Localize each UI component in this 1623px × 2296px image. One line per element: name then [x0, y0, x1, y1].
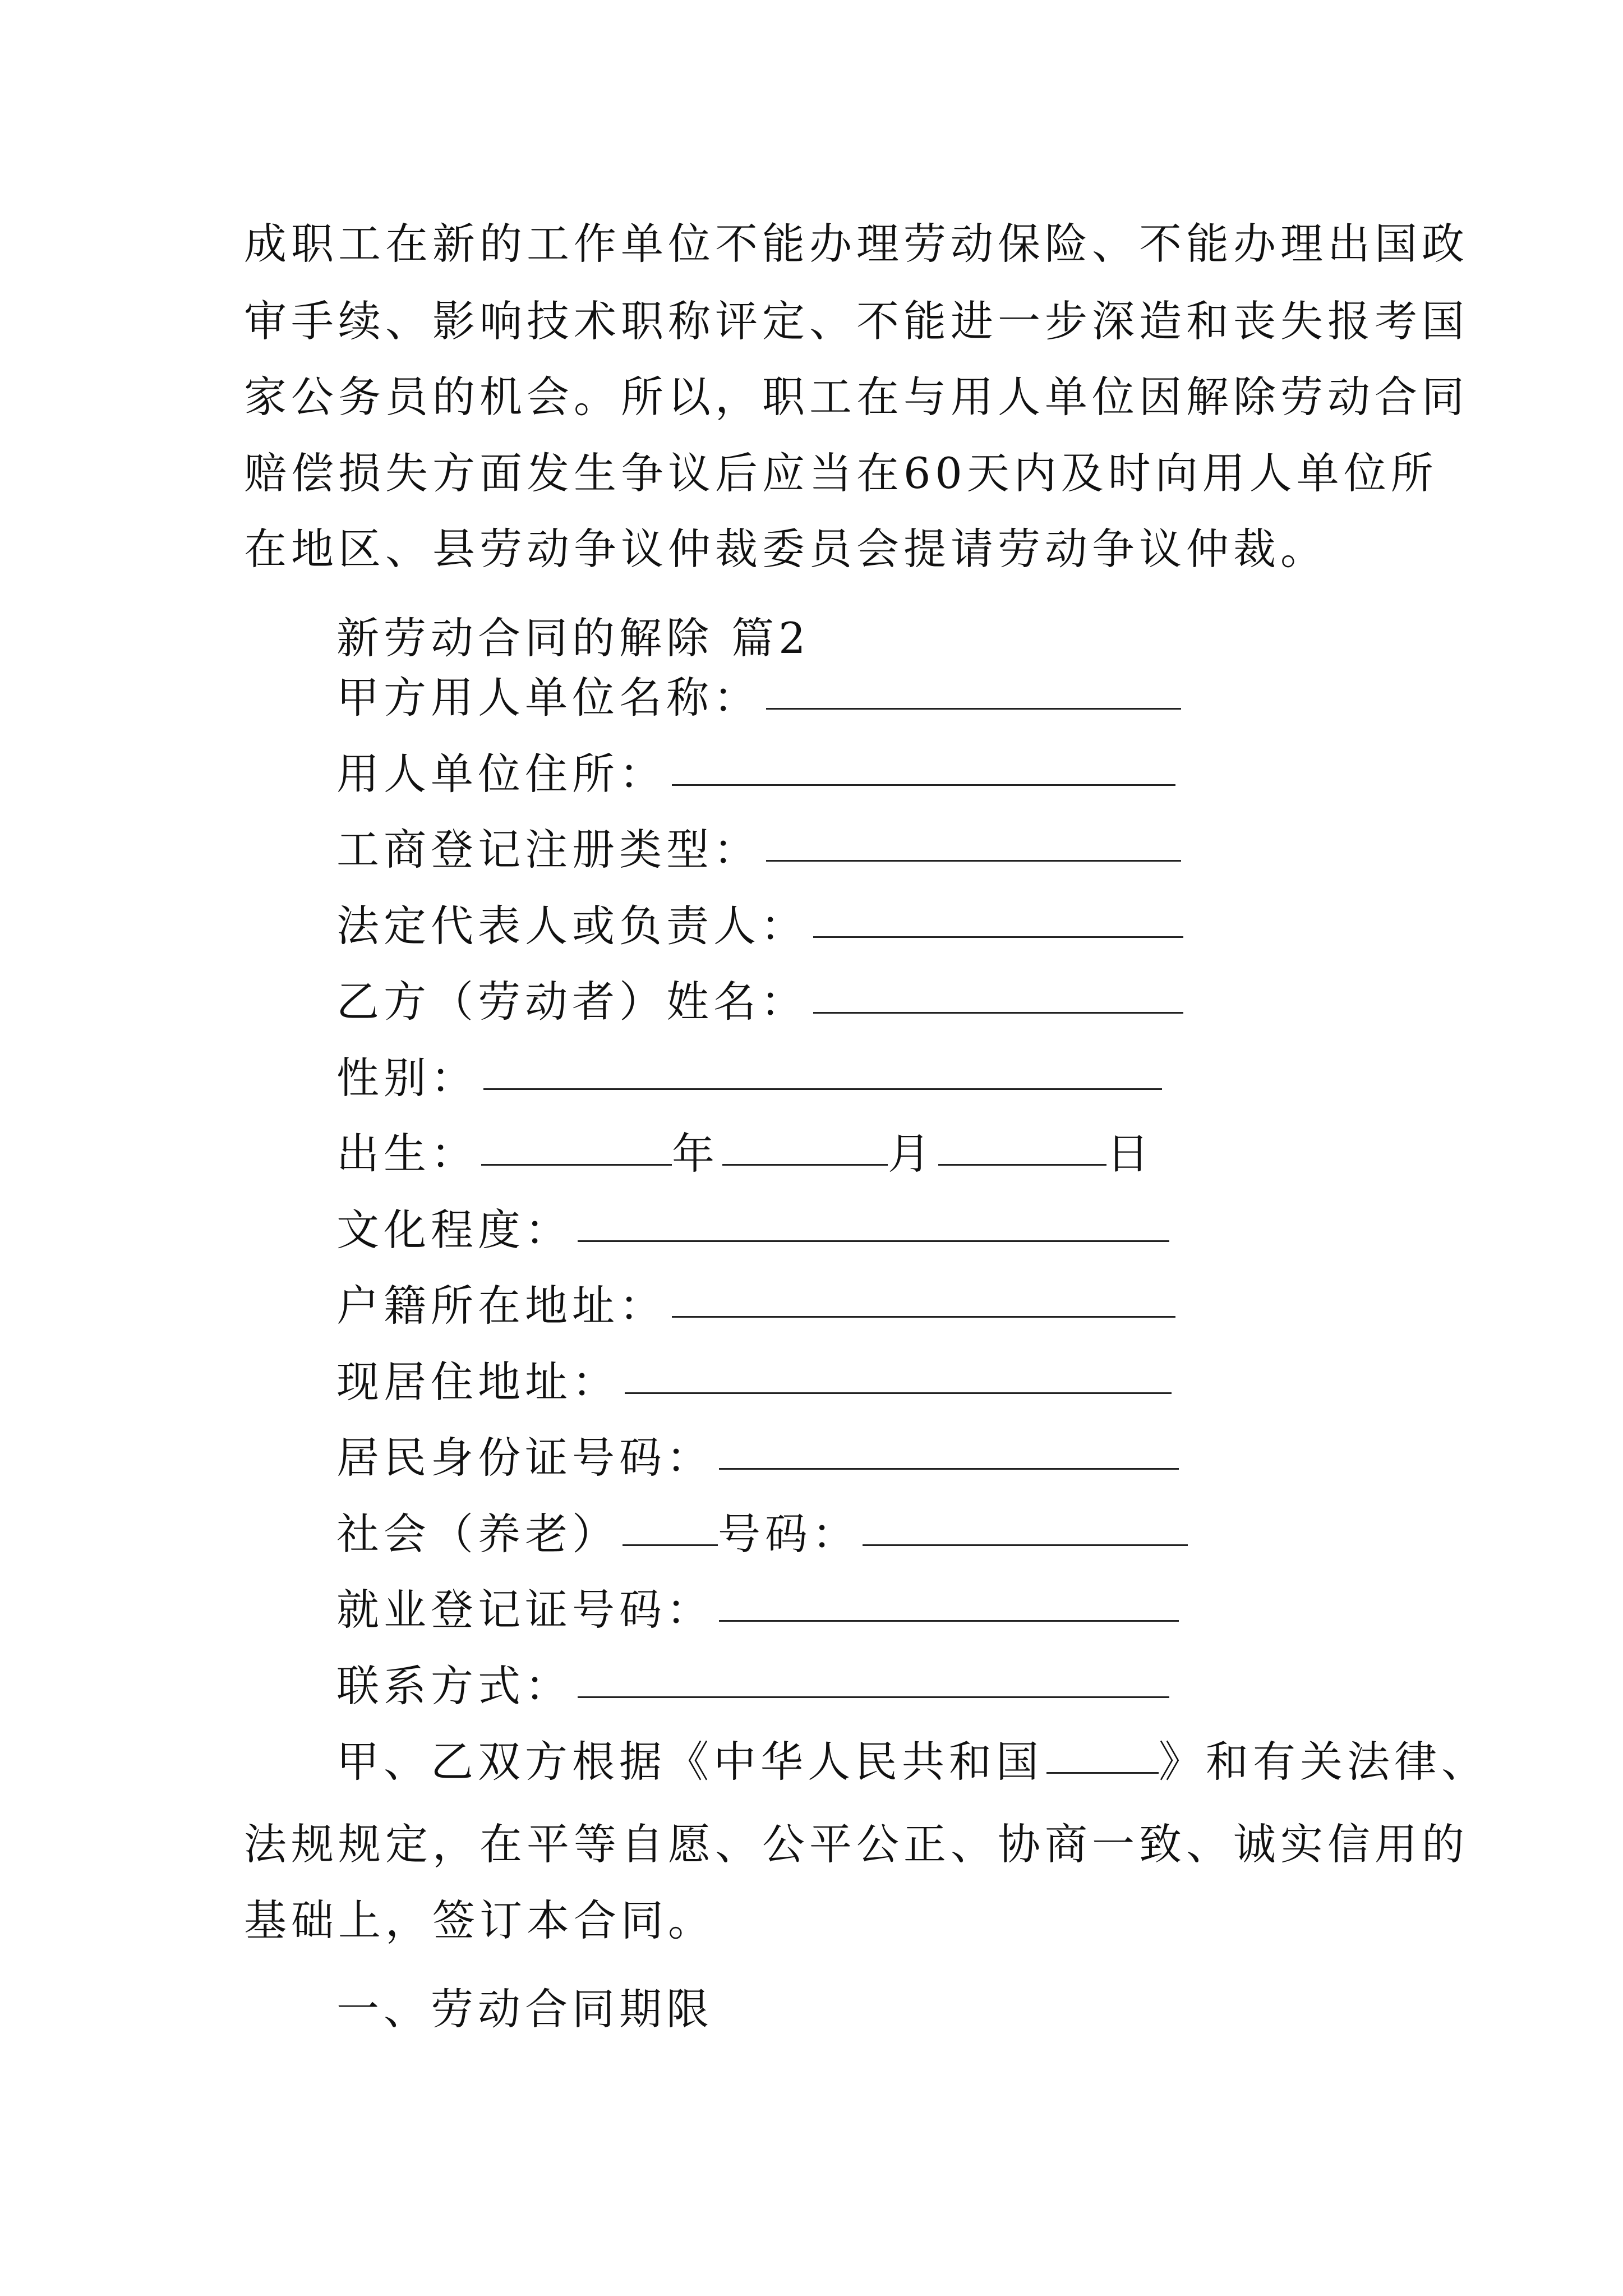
employment-cert-input-line[interactable] [719, 1591, 1179, 1622]
field-row-business-type [336, 815, 1181, 877]
social-security-number-input-line[interactable] [863, 1515, 1188, 1546]
household-address-label: 户籍所在地址： [336, 1280, 666, 1331]
education-input-line[interactable] [578, 1211, 1169, 1242]
id-number-label: 居民身份证号码： [336, 1432, 713, 1483]
legal-representative-label: 法定代表人或负责人： [336, 900, 808, 951]
education-label: 文化程度： [336, 1204, 572, 1255]
employee-name-label: 乙方（劳动者）姓名： [336, 976, 808, 1027]
section-1-heading: 一、劳动合同期限 [336, 1984, 713, 2034]
current-address-label: 现居住地址： [336, 1356, 619, 1407]
contact-input-line[interactable] [578, 1667, 1169, 1698]
field-row-current-address [336, 1347, 1172, 1409]
field-row-social-security [336, 1499, 1188, 1561]
field-row-legal-representative [336, 891, 1183, 953]
business-type-label: 工商登记注册类型： [336, 824, 760, 875]
paragraph-line-1: 成职工在新的工作单位不能办理劳动保险、不能办理出国政 [244, 219, 1469, 269]
social-security-type-input-line[interactable] [623, 1515, 718, 1546]
contact-label: 联系方式： [336, 1660, 572, 1711]
field-row-employee-name [336, 967, 1183, 1029]
field-row-education [336, 1195, 1169, 1257]
paragraph-line-4: 赔偿损失方面发生争议后应当在60天内及时向用人单位所 [244, 448, 1438, 498]
field-row-contact [336, 1651, 1169, 1713]
paragraph-2-line-1 [336, 1727, 1488, 1789]
id-number-input-line[interactable] [719, 1439, 1179, 1470]
paragraph-2-line-3: 基础上，签订本合同。 [244, 1895, 715, 1945]
birth-label: 出生： [336, 1128, 478, 1179]
social-security-number-label: 号码： [718, 1508, 859, 1559]
employment-cert-label: 就业登记证号码： [336, 1584, 713, 1635]
law-name-input-line[interactable] [1046, 1743, 1159, 1774]
field-row-employment-cert [336, 1575, 1179, 1637]
birth-year-input-line[interactable] [481, 1135, 672, 1166]
birth-day-input-line[interactable] [938, 1135, 1106, 1166]
field-row-household-address [336, 1271, 1175, 1333]
paragraph-2-line-2: 法规规定，在平等自愿、公平公正、协商一致、诚实信用的 [244, 1819, 1469, 1869]
social-security-label: 社会（养老） [336, 1508, 619, 1559]
field-row-id-number [336, 1423, 1179, 1485]
field-row-gender [336, 1043, 1162, 1105]
employer-address-label: 用人单位住所： [336, 748, 666, 799]
law-reference-before: 甲、乙双方根据《中华人民共和国 [336, 1736, 1043, 1787]
law-reference-after: 》和有关法律、 [1159, 1736, 1488, 1787]
paragraph-line-5: 在地区、县劳动争议仲裁委员会提请劳动争议仲裁。 [244, 524, 1327, 574]
field-row-birth [336, 1119, 1154, 1181]
business-type-input-line[interactable] [766, 831, 1181, 862]
employer-name-input-line[interactable] [766, 679, 1181, 710]
gender-label: 性别： [336, 1052, 478, 1103]
gender-input-line[interactable] [483, 1059, 1162, 1090]
paragraph-line-2: 审手续、影响技术职称评定、不能进一步深造和丧失报考国 [244, 296, 1469, 346]
birth-month-label: 月 [888, 1128, 935, 1179]
birth-year-label: 年 [672, 1128, 719, 1179]
current-address-input-line[interactable] [625, 1363, 1172, 1394]
employer-name-label: 甲方用人单位名称： [336, 672, 760, 723]
paragraph-line-3: 家公务员的机会。所以，职工在与用人单位因解除劳动合同 [244, 372, 1469, 422]
employer-address-input-line[interactable] [672, 755, 1175, 786]
legal-representative-input-line[interactable] [813, 907, 1183, 938]
employee-name-input-line[interactable] [813, 983, 1183, 1014]
birth-month-input-line[interactable] [722, 1135, 888, 1166]
field-row-employer-address [336, 739, 1175, 801]
section-heading: 新劳动合同的解除 篇2 [336, 613, 810, 663]
field-row-employer-name [336, 663, 1181, 725]
birth-day-label: 日 [1106, 1128, 1154, 1179]
household-address-input-line[interactable] [672, 1287, 1175, 1318]
